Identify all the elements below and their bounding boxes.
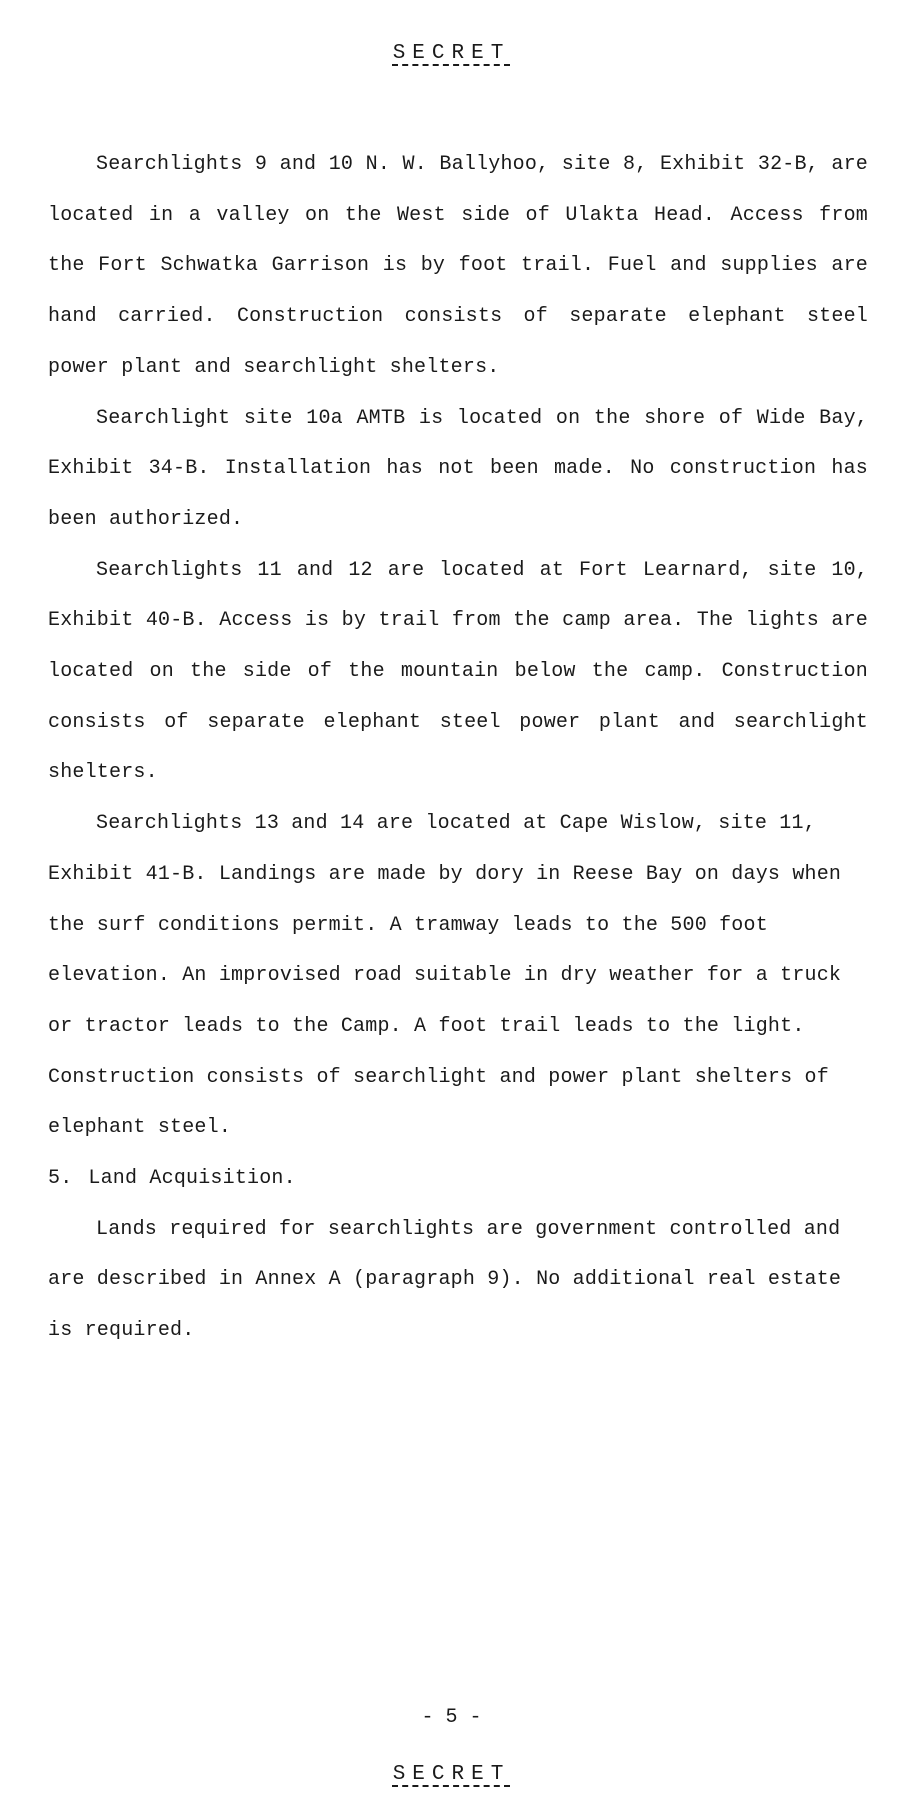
bottom-classification-marking: SECRET [392,1763,511,1786]
paragraph-searchlights-13-14: Searchlights 13 and 14 are located at Cape Wislow, site 11, Exhibit 41-B. Landings are made by dory in Reese Bay on days when the surf conditions permit. A tramway leads to the 500 foot elevation. An improvised road suitable in dry weather for a truck or tractor leads to the Camp. A foot trail leads to the light. Construction consists of searchlight and power plant shelters of elephant steel. [48,812,842,1140]
paragraph-searchlights-11-12: Searchlights 11 and 12 are located at Fort Learnard, site 10, Exhibit 40-B. Access is by trail from the camp area. The lights are located on the side of the mountain below the camp. Construction consists of separate elephant steel power plant and searchlight shelters. [48,558,868,785]
top-classification-marking: SECRET [392,42,511,65]
paragraph-land-acquisition: Lands required for searchlights are government controlled and are described in Annex A (paragraph 9). No additional real estate is required. [48,1217,842,1343]
page-number: - 5 - [421,1706,482,1729]
paragraph-searchlights-9-10: Searchlights 9 and 10 N. W. Ballyhoo, site 8, Exhibit 32-B, are located in a valley on the West side of Ulakta Head. Access from the Fort Schwatka Garrison is by foot trail. Fuel and supplies are hand carried. Construction consists of separate elephant steel power plant and searchlight shelters. [48,153,868,379]
section-title: Land Acquisition. [88,1167,296,1191]
section-heading-land-acquisition [48,1154,868,1205]
section-number: 5. [48,1167,73,1191]
paragraph-searchlight-10a: Searchlight site 10a AMTB is located on the shore of Wide Bay, Exhibit 34-B. Installation has not been made. No construction has been authorized. [48,406,868,531]
document-body [48,140,868,1357]
